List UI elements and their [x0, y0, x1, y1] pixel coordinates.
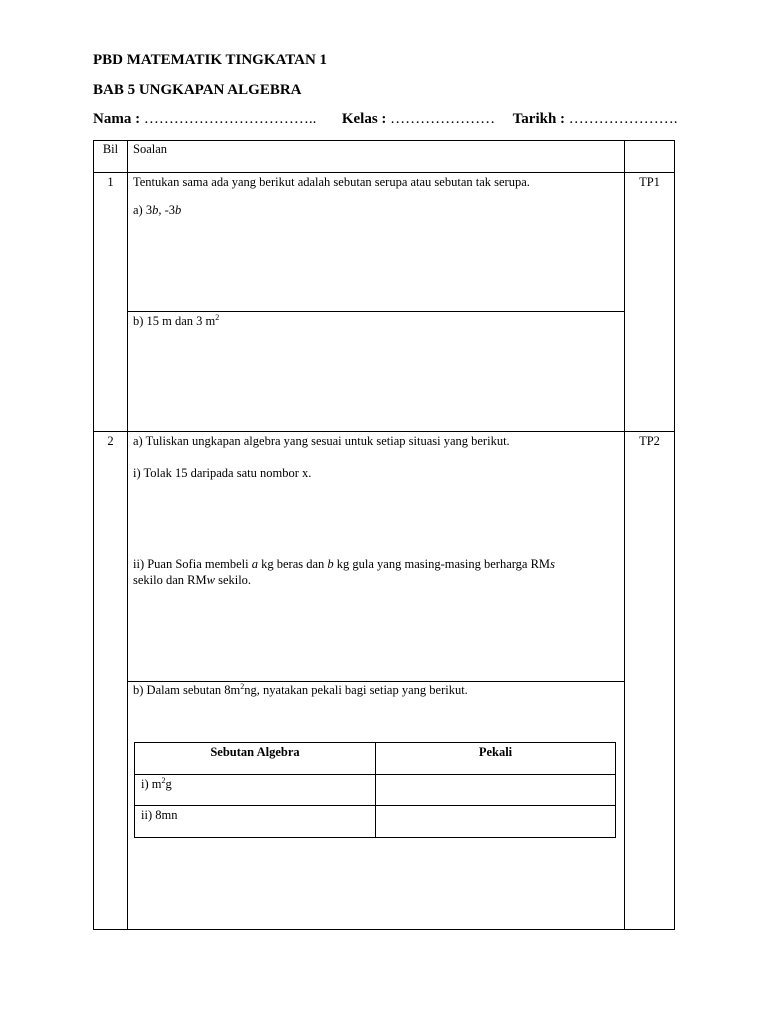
question-1-number: 1: [107, 175, 114, 189]
question-2a-prompt: a) Tuliskan ungkapan algebra yang sesuai untuk setiap situasi yang berikut.: [133, 434, 510, 448]
nama-label: Nama :: [93, 111, 141, 127]
column-header-bil: Bil: [102, 142, 119, 156]
answer-space-1a[interactable]: [133, 226, 618, 308]
coefficient-answer-1[interactable]: [377, 776, 614, 804]
column-header-soalan: Soalan: [133, 142, 168, 156]
question-1-prompt: Tentukan sama ada yang berikut adalah sebutan serupa atau sebutan tak serupa.: [133, 175, 530, 189]
tarikh-label: Tarikh :: [512, 111, 566, 127]
question-2a-ii-line1: ii) Puan Sofia membeli a kg beras dan b kg gula yang masing-masing berharga RMs: [133, 557, 555, 571]
coefficient-table-header-coefficient: Pekali: [478, 745, 513, 759]
kelas-label: Kelas :: [341, 111, 387, 127]
worksheet-title: PBD MATEMATIK TINGKATAN 1: [93, 52, 328, 68]
coefficient-table-row-2-term: ii) 8mn: [141, 808, 178, 822]
question-1b: b) 15 m dan 3 $m^2$: [133, 312, 220, 328]
question-2-number: 2: [107, 434, 114, 448]
chapter-title: BAB 5 UNGKAPAN ALGEBRA: [93, 82, 302, 98]
question-1a: a) 3b, -3b: [133, 203, 182, 217]
nama-field[interactable]: ……………………………..: [143, 111, 317, 127]
question-2-tp: TP2: [639, 434, 660, 448]
student-info-line: [93, 111, 678, 128]
coefficient-table-row-1-term: i) $m^2g$: [141, 775, 172, 791]
coefficient-answer-2[interactable]: [377, 807, 614, 836]
question-2a-ii-line2: sekilo dan RMw sekilo.: [133, 573, 252, 587]
tarikh-field[interactable]: ………………….: [568, 111, 678, 127]
question-2a-i: i) Tolak 15 daripada satu nombor x.: [133, 466, 312, 480]
question-2b-prompt: b) Dalam sebutan $8m^2ng$, nyatakan pekali bagi setiap yang berikut.: [133, 681, 468, 697]
answer-space-2a-i[interactable]: [133, 488, 618, 553]
answer-space-1b[interactable]: [133, 335, 618, 427]
kelas-field[interactable]: …………………: [390, 111, 496, 127]
answer-space-2a-ii[interactable]: [133, 595, 618, 677]
question-1-tp: TP1: [639, 175, 660, 189]
coefficient-table-header-term: Sebutan Algebra: [210, 745, 300, 759]
